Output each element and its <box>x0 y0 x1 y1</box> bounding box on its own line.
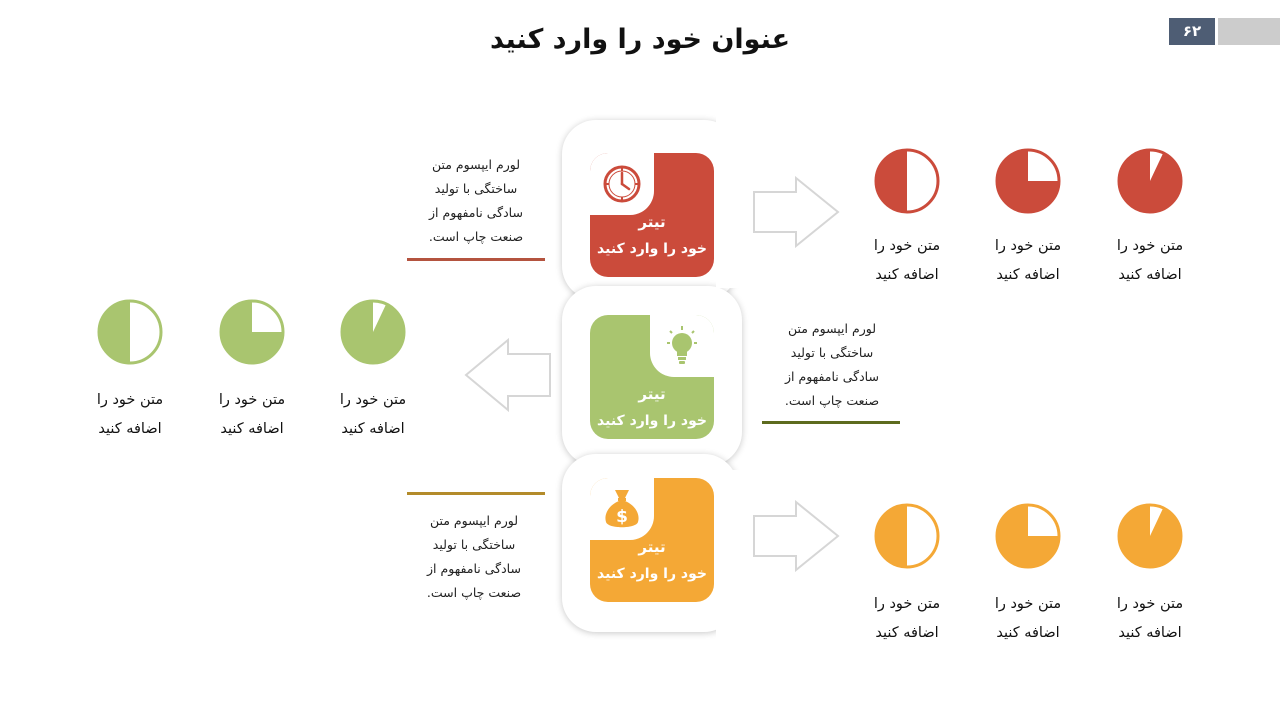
page-number-bar <box>1218 18 1280 45</box>
pie-label-line: اضافه کنید <box>1118 267 1182 283</box>
description-line: سادگی نامفهوم از <box>785 369 879 384</box>
description-top <box>401 153 551 249</box>
pie-label-line: متن خود را <box>96 392 164 408</box>
pie-label <box>197 386 307 444</box>
card-green-icon-box <box>650 315 714 377</box>
pie-label-line: اضافه کنید <box>220 421 284 437</box>
lightbulb-icon <box>659 323 705 369</box>
pie-label-line: اضافه کنید <box>875 267 939 283</box>
pie-label <box>973 590 1083 648</box>
pie-red-three-quarter <box>994 147 1062 215</box>
pie-label <box>1095 232 1205 290</box>
description-line: صنعت چاپ است. <box>784 393 880 408</box>
arrow-right-bottom-icon <box>752 500 842 572</box>
pie-sector <box>1119 505 1181 567</box>
clock-icon <box>601 163 643 205</box>
pie-label-line: متن خود را <box>873 596 941 612</box>
track-mask-bottom-right <box>716 470 756 646</box>
pie-orange-three-quarter <box>994 502 1062 570</box>
description-line: لورم ایپسوم متن <box>429 513 519 528</box>
pie-sector <box>876 150 907 212</box>
description-line: سادگی نامفهوم از <box>429 205 523 220</box>
pie-label-line: متن خود را <box>994 596 1062 612</box>
pie-label-line: اضافه کنید <box>341 421 405 437</box>
pie-label-line: اضافه کنید <box>996 625 1060 641</box>
card-red <box>590 153 714 277</box>
track-mask-top-right <box>716 112 756 288</box>
arrow-left-middle-icon <box>462 338 554 412</box>
pie-orange-most <box>1116 502 1184 570</box>
pie-label <box>973 232 1083 290</box>
arrow-right-top-icon <box>752 176 842 248</box>
description-line: لورم ایپسوم متن <box>431 157 521 172</box>
card-red-icon-box <box>590 153 654 215</box>
card-orange <box>590 478 714 602</box>
page-number-badge: ۶۲ <box>1169 18 1215 45</box>
description-top-underline <box>407 258 545 261</box>
svg-text:$: $ <box>616 507 628 527</box>
description-bottom-underline <box>407 492 545 495</box>
page-title: عنوان خود را وارد کنید <box>489 24 791 55</box>
pie-label <box>852 232 962 290</box>
pie-red-half <box>873 147 941 215</box>
pie-sector <box>99 301 130 363</box>
card-green <box>590 315 714 439</box>
card-red-subtitle: خود را وارد کنید <box>597 241 707 257</box>
description-line: سادگی نامفهوم از <box>427 561 521 576</box>
pie-red-most <box>1116 147 1184 215</box>
pie-label-line: اضافه کنید <box>98 421 162 437</box>
pie-label-line: اضافه کنید <box>1118 625 1182 641</box>
description-bottom <box>399 509 549 605</box>
card-green-subtitle: خود را وارد کنید <box>597 413 707 429</box>
pie-label-line: متن خود را <box>1116 596 1184 612</box>
pie-label-line: متن خود را <box>339 392 407 408</box>
pie-label-line: اضافه کنید <box>875 625 939 641</box>
card-red-title: تیتر <box>638 213 666 231</box>
description-line: ساختگی با تولید <box>434 181 518 196</box>
pie-label-line: اضافه کنید <box>996 267 1060 283</box>
pie-label <box>1095 590 1205 648</box>
card-green-title: تیتر <box>638 385 666 403</box>
pie-label-line: متن خود را <box>1116 238 1184 254</box>
card-orange-title: تیتر <box>638 538 666 556</box>
pie-orange-half <box>873 502 941 570</box>
pie-sector <box>342 301 404 363</box>
description-middle-underline <box>762 421 900 424</box>
description-line: ساختگی با تولید <box>432 537 516 552</box>
pie-sector <box>876 505 907 567</box>
description-line: صنعت چاپ است. <box>426 585 522 600</box>
description-line: صنعت چاپ است. <box>428 229 524 244</box>
pie-label <box>852 590 962 648</box>
pie-label-line: متن خود را <box>873 238 941 254</box>
card-orange-subtitle: خود را وارد کنید <box>597 566 707 582</box>
pie-label-line: متن خود را <box>994 238 1062 254</box>
pie-label-line: متن خود را <box>218 392 286 408</box>
description-middle <box>757 317 907 413</box>
pie-label <box>75 386 185 444</box>
description-line: لورم ایپسوم متن <box>787 321 877 336</box>
card-orange-icon-box <box>590 478 654 540</box>
pie-green-three-quarter <box>218 298 286 366</box>
pie-green-half <box>96 298 164 366</box>
pie-sector <box>1119 150 1181 212</box>
money-bag-icon <box>601 486 643 532</box>
pie-green-most <box>339 298 407 366</box>
pie-label <box>318 386 428 444</box>
description-line: ساختگی با تولید <box>790 345 874 360</box>
